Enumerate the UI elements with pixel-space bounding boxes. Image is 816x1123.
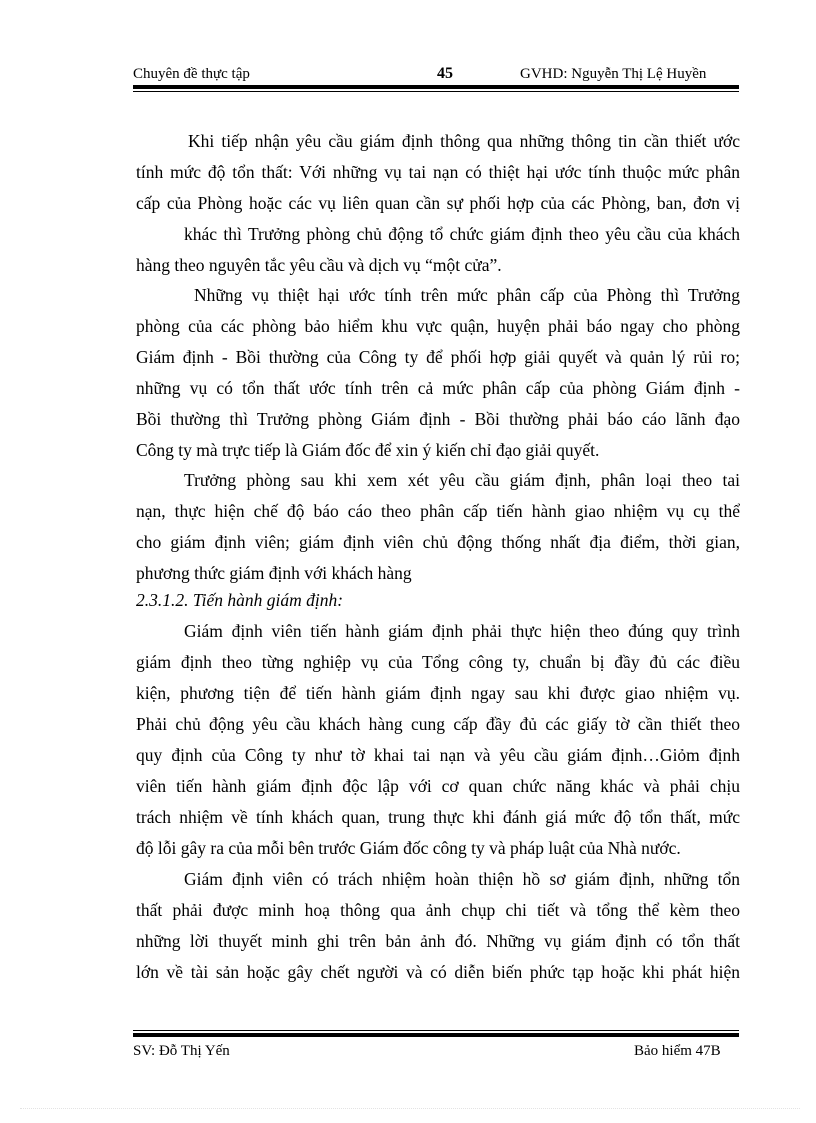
text-line: cho giám định viên; giám định viên chủ động thống nhất địa điểm, thời gian, bbox=[136, 532, 740, 552]
footer-rule-thick bbox=[133, 1033, 739, 1037]
text-line: Giám định - Bồi thường của Công ty để phối hợp giải quyết và quản lý rủi ro; bbox=[136, 347, 740, 367]
footer-rule-thin bbox=[133, 1030, 739, 1031]
header-title: Chuyên đề thực tập bbox=[133, 66, 250, 82]
text-line: Công ty mà trực tiếp là Giám đốc để xin ý kiến chỉ đạo giải quyết. bbox=[136, 440, 600, 460]
page-number: 45 bbox=[437, 65, 453, 82]
text-line: phòng của các phòng bảo hiểm khu vực quận, huyện phải báo ngay cho phòng bbox=[136, 316, 740, 336]
text-line: phương thức giám định với khách hàng bbox=[136, 563, 412, 583]
text-line: quy định của Công ty như tờ khai tai nạn và yêu cầu giám định…Giỏm định bbox=[136, 745, 740, 765]
section-heading: 2.3.1.2. Tiến hành giám định: bbox=[136, 590, 344, 610]
header-rule-thick bbox=[133, 85, 739, 89]
text-line: hàng theo nguyên tắc yêu cầu và dịch vụ “một cửa”. bbox=[136, 255, 502, 275]
text-line: Giám định viên có trách nhiệm hoàn thiện hồ sơ giám định, những tổn bbox=[184, 869, 740, 889]
text-line: Trưởng phòng sau khi xem xét yêu cầu giám định, phân loại theo tai bbox=[184, 470, 740, 490]
text-line: những vụ có tổn thất ước tính trên cả mức phân cấp của phòng Giám định - bbox=[136, 378, 740, 398]
text-line: trách nhiệm về tính khách quan, trung thực khi đánh giá mức độ tổn thất, mức bbox=[136, 807, 740, 827]
text-line: Giám định viên tiến hành giám định phải thực hiện theo đúng quy trình bbox=[184, 621, 740, 641]
footer-student: SV: Đỗ Thị Yến bbox=[133, 1043, 230, 1059]
text-line: cấp của Phòng hoặc các vụ liên quan cần sự phối hợp của các Phòng, ban, đơn vị bbox=[136, 193, 740, 213]
footer-class: Bảo hiểm 47B bbox=[634, 1043, 721, 1059]
text-line: kiện, phương tiện để tiến hành giám định ngay sau khi được giao nhiệm vụ. bbox=[136, 683, 740, 703]
header-advisor: GVHD: Nguyễn Thị Lệ Huyền bbox=[520, 66, 707, 82]
text-line: Phải chủ động yêu cầu khách hàng cung cấp đầy đủ các giấy tờ cần thiết theo bbox=[136, 714, 740, 734]
text-line: Những vụ thiệt hại ước tính trên mức phân cấp của Phòng thì Trưởng bbox=[194, 285, 740, 305]
text-line: nạn, thực hiện chế độ báo cáo theo phân cấp tiến hành giao nhiệm vụ cụ thể bbox=[136, 501, 740, 521]
page-edge-divider bbox=[20, 1108, 800, 1109]
text-line: Bồi thường thì Trưởng phòng Giám định - Bồi thường phải báo cáo lãnh đạo bbox=[136, 409, 740, 429]
text-line: những lời thuyết minh ghi trên bản ảnh đó. Những vụ giám định có tổn thất bbox=[136, 931, 740, 951]
text-line: khác thì Trưởng phòng chủ động tổ chức giám định theo yêu cầu của khách bbox=[184, 224, 740, 244]
text-line: lớn về tài sản hoặc gây chết người và có diễn biến phức tạp hoặc khi phát hiện bbox=[136, 962, 740, 982]
text-line: tính mức độ tổn thất: Với những vụ tai nạn có thiệt hại ước tính thuộc mức phân bbox=[136, 162, 740, 182]
text-line: thất phải được minh hoạ thông qua ảnh chụp chi tiết và tổng thể kèm theo bbox=[136, 900, 740, 920]
text-line: Khi tiếp nhận yêu cầu giám định thông qua những thông tin cần thiết ước bbox=[188, 131, 740, 151]
text-line: giám định theo từng nghiệp vụ của Tổng công ty, chuẩn bị đầy đủ các điều bbox=[136, 652, 740, 672]
text-line: độ lỗi gây ra của mỗi bên trước Giám đốc công ty và pháp luật của Nhà nước. bbox=[136, 838, 681, 858]
text-line: viên tiến hành giám định độc lập với cơ quan chức năng khác và phải chịu bbox=[136, 776, 740, 796]
header-rule-thin bbox=[133, 91, 739, 92]
